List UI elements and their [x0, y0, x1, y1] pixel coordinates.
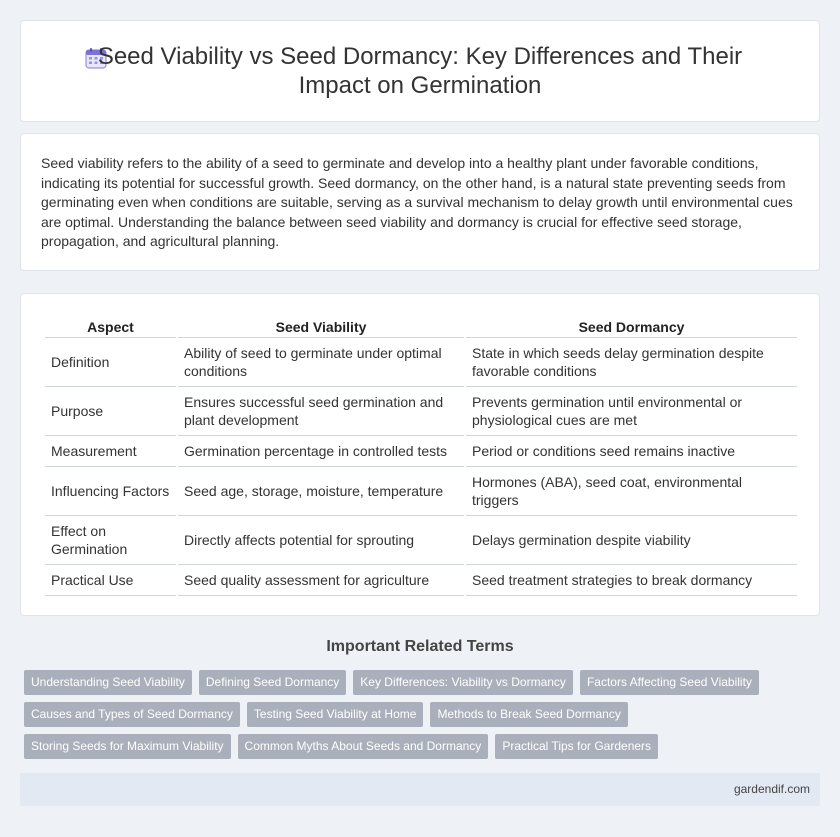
table-cell-viability: Ability of seed to germinate under optimal conditions: [178, 338, 464, 387]
comparison-card: [20, 293, 820, 616]
tag-row: [24, 734, 824, 759]
table-cell-viability: Directly affects potential for sprouting: [178, 516, 464, 565]
table-cell-dormancy: Period or conditions seed remains inactive: [466, 436, 797, 467]
table-row: [45, 565, 797, 596]
table-cell-aspect: Effect on Germination: [45, 516, 176, 565]
related-term-tag[interactable]: Testing Seed Viability at Home: [247, 702, 424, 727]
column-header-seed-dormancy: Seed Dormancy: [466, 316, 797, 338]
related-terms-heading: Important Related Terms: [326, 638, 514, 655]
related-terms-list: [24, 670, 824, 766]
column-header-aspect: Aspect: [45, 316, 176, 338]
table-row: [45, 467, 797, 516]
related-term-tag[interactable]: Factors Affecting Seed Viability: [580, 670, 759, 695]
related-term-tag[interactable]: Causes and Types of Seed Dormancy: [24, 702, 240, 727]
table-cell-aspect: Definition: [45, 338, 176, 387]
table-cell-viability: Germination percentage in controlled tests: [178, 436, 464, 467]
intro-paragraph: Seed viability refers to the ability of a seed to germinate and develop into a healthy plant under favorable conditions, indicating its potential for successful growth. Seed dormancy, on the other hand, is a natural state preventing seeds from germinating even when conditions are suitable, serving as a survival mechanism to delay growth until environmental cues are optimal. Understanding the balance between seed viability and dormancy is crucial for effective seed storage, propagation, and agricultural planning.: [41, 155, 793, 249]
table-cell-viability: Seed age, storage, moisture, temperature: [178, 467, 464, 516]
related-term-tag[interactable]: Defining Seed Dormancy: [199, 670, 346, 695]
tag-row: [24, 702, 824, 727]
table-row: [45, 387, 797, 436]
table-row: [45, 338, 797, 387]
table-cell-aspect: Practical Use: [45, 565, 176, 596]
related-term-tag[interactable]: Methods to Break Seed Dormancy: [430, 702, 627, 727]
table-row: [45, 516, 797, 565]
table-cell-aspect: Influencing Factors: [45, 467, 176, 516]
table-cell-viability: Seed quality assessment for agriculture: [178, 565, 464, 596]
comparison-table: [43, 316, 799, 596]
table-cell-aspect: Measurement: [45, 436, 176, 467]
page-title: Seed Viability vs Seed Dormancy: Key Differences and Their Impact on Germination: [97, 43, 743, 99]
footer: [20, 773, 820, 806]
table-cell-aspect: Purpose: [45, 387, 176, 436]
related-term-tag[interactable]: Common Myths About Seeds and Dormancy: [238, 734, 489, 759]
table-cell-dormancy: Seed treatment strategies to break dormancy: [466, 565, 797, 596]
intro-card: [20, 133, 820, 271]
table-row: [45, 436, 797, 467]
table-cell-viability: Ensures successful seed germination and plant development: [178, 387, 464, 436]
table-cell-dormancy: Prevents germination until environmental or physiological cues are met: [466, 387, 797, 436]
table-cell-dormancy: Hormones (ABA), seed coat, environmental triggers: [466, 467, 797, 516]
table-cell-dormancy: State in which seeds delay germination despite favorable conditions: [466, 338, 797, 387]
related-term-tag[interactable]: Storing Seeds for Maximum Viability: [24, 734, 231, 759]
table-cell-dormancy: Delays germination despite viability: [466, 516, 797, 565]
related-term-tag[interactable]: Understanding Seed Viability: [24, 670, 192, 695]
column-header-seed-viability: Seed Viability: [178, 316, 464, 338]
table-header-row: [45, 316, 797, 338]
related-term-tag[interactable]: Practical Tips for Gardeners: [495, 734, 658, 759]
related-term-tag[interactable]: Key Differences: Viability vs Dormancy: [353, 670, 573, 695]
footer-site-link[interactable]: gardendif.com: [733, 782, 810, 796]
title-card: [20, 20, 820, 122]
tag-row: [24, 670, 824, 695]
